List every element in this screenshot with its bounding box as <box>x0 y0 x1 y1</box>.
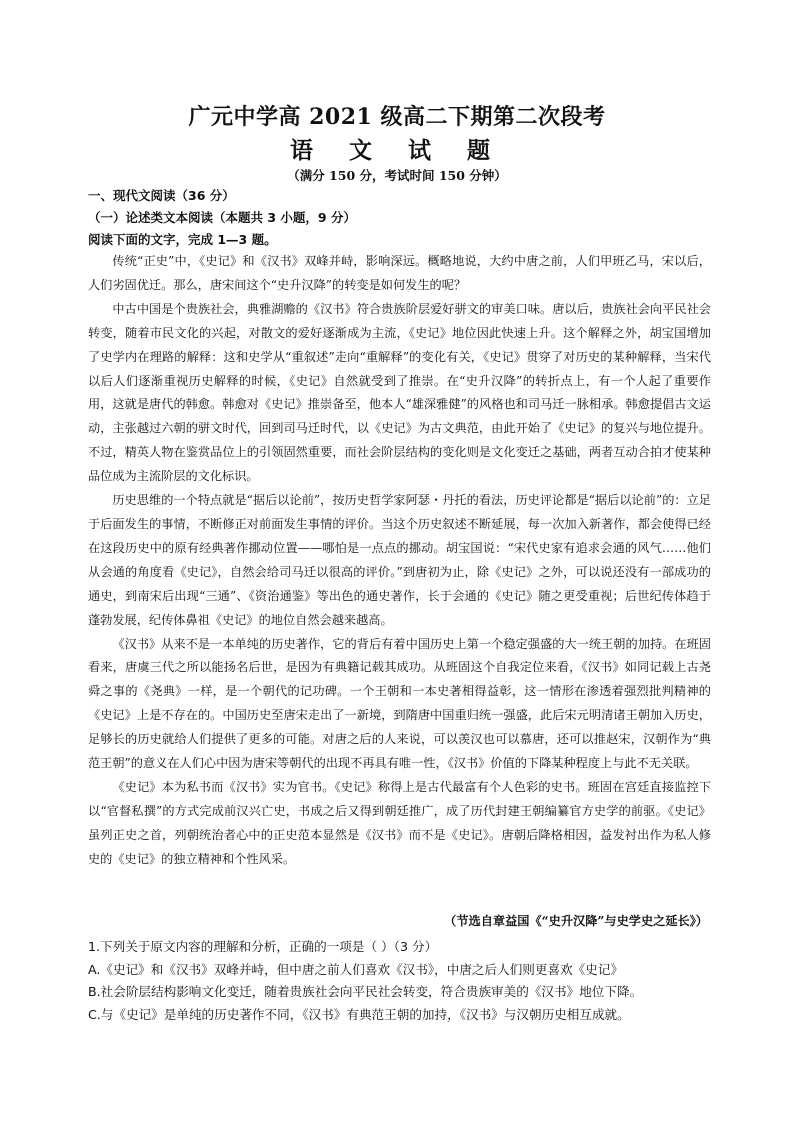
passage-source: （节选自章益国《“史升汉降”与史学史之延长》） <box>444 914 708 928</box>
exam-note: （满分 150 分，考试时间 150 分钟） <box>287 168 507 183</box>
question-block <box>88 936 718 1026</box>
section-heading: 一、现代文阅读（36 分） <box>88 188 235 203</box>
exam-title: 语 文 试 题 <box>289 137 505 164</box>
reading-instruction: 阅读下面的文字，完成 1—3 题。 <box>88 232 277 247</box>
passage-paragraph-3: 历史思维的一个特点就是“据后以论前”，按历史哲学家阿瑟・丹托的看法，历史评论都是“据后以论前”的：立足于后面发生的事情，不断修正对前面发生事情的评价。当这个历史叙述不断延展，每一次加入新著作，都会使得已经在这段历史中的原有经典著作挪动位置——哪怕是一点点的挪动。胡宝国说：“宋代史家有追求会通的风气……他们从会通的角度看《史记》，自然会给司马迁以很高的评价。”到唐初为止，除《史记》之外，可以说还没有一部成功的通史，到南宋后出现“三通”、《资治通鉴》等出色的通史著作，长于会通的《史记》随之更受重视；后世纪传体趋于蓬勃发展，纪传体鼻祖《史记》的地位自然会越来越高。 <box>88 493 711 627</box>
passage-paragraph-5: 《史记》本为私书而《汉书》实为官书。《史记》称得上是古代最富有个人色彩的史书。班固在宫廷直接监控下以“官督私撰”的方式完成前汉兴亡史，书成之后又得到朝廷推广，成了历代封建王朝编纂官方史学的前驱。《史记》虽列正史之首，列朝统治者心中的正史范本显然是《汉书》而不是《史记》。唐朝后降格相因，益发衬出作为私人修史的《史记》的独立精神和个性风采。 <box>88 779 711 866</box>
question-1-stem: 1.下列关于原文内容的理解和分析，正确的一项是（ ）（3 分） <box>88 939 438 954</box>
question-1-option-c: C.与《史记》是单纯的历史著作不同，《汉书》有典范王朝的加持，《汉书》与汉朝历史相互成就。 <box>88 1006 630 1022</box>
question-1-option-b: B.社会阶层结构影响文化变迁，随着贵族社会向平民社会转变，符合贵族审美的《汉书》地位下降。 <box>88 984 643 999</box>
passage-paragraph-1: 传统“正史”中，《史记》和《汉书》双峰并峙，影响深远。概略地说，大约中唐之前，人们甲班乙马，宋以后，人们劣固优迁。那么，唐宋间这个“史升汉降”的转变是如何发生的呢？ <box>88 254 711 292</box>
reading-passage <box>88 250 711 872</box>
passage-paragraph-2: 中古中国是个贵族社会，典雅湖赡的《汉书》符合贵族阶层爱好骈文的审美口味。唐以后，贵族社会向平民社会转变，随着市民文化的兴起，对散文的爱好逐渐成为主流，《史记》地位因此快速上升。这个解释之外，胡宝国增加了史学内在理路的解释：这和史学从“重叙述”走向“重解释”的变化有关，《史记》贯穿了对历史的某种解释，当宋代以后人们逐渐重视历史解释的时候，《史记》自然就受到了推崇。在“史升汉降”的转折点上，有一个人起了重要作用，这就是唐代的韩愈。韩愈对《史记》推崇备至，他本人“雄深雅健”的风格也和司马迁一脉相承。韩愈提倡古文运动，主张越过六朝的骈文时代，回到司马迁时代，以《史记》为古文典范，由此开始了《史记》的复兴与地位提升。不过，精英人物在鉴赏品位上的引领固然重要，而社会阶层结构的变化则是文化变迁之基础，两者互动合拍才使某种品位成为主流阶层的文化标识。 <box>88 301 711 484</box>
question-1-option-a: A.《史记》和《汉书》双峰并峙，但中唐之前人们喜欢《汉书》，中唐之后人们则更喜欢《史记》 <box>88 961 624 977</box>
subsection-heading: （一）论述类文本阅读（本题共 3 小题，9 分） <box>88 210 356 225</box>
passage-paragraph-4: 《汉书》从来不是一本单纯的历史著作，它的背后有着中国历史上第一个稳定强盛的大一统王朝的加持。在班固看来，唐虞三代之所以能扬名后世，是因为有典籍记载其成功。从班固这个自我定位来看，《汉书》如同记载上古尧舜之事的《尧典》一样，是一个朝代的记功碑。一个王朝和一本史著相得益彰，这一情形在渗透着强烈批判精神的《史记》上是不存在的。中国历史至唐宋走出了一新境，到隋唐中国重归统一强盛，此后宋元明清诸王朝加入历史，足够长的历史就给人们提供了更多的可能。对唐之后的人来说，可以羡汉也可以慕唐，还可以推赵宋，汉朝作为“典范王朝”的意义在人们心中因为唐宋等朝代的出现不再具有唯一性，《汉书》价值的下降某种程度上与此不无关联。 <box>88 636 711 771</box>
school-title: 广元中学高 2021 级高二下期第二次段考 <box>188 104 606 130</box>
